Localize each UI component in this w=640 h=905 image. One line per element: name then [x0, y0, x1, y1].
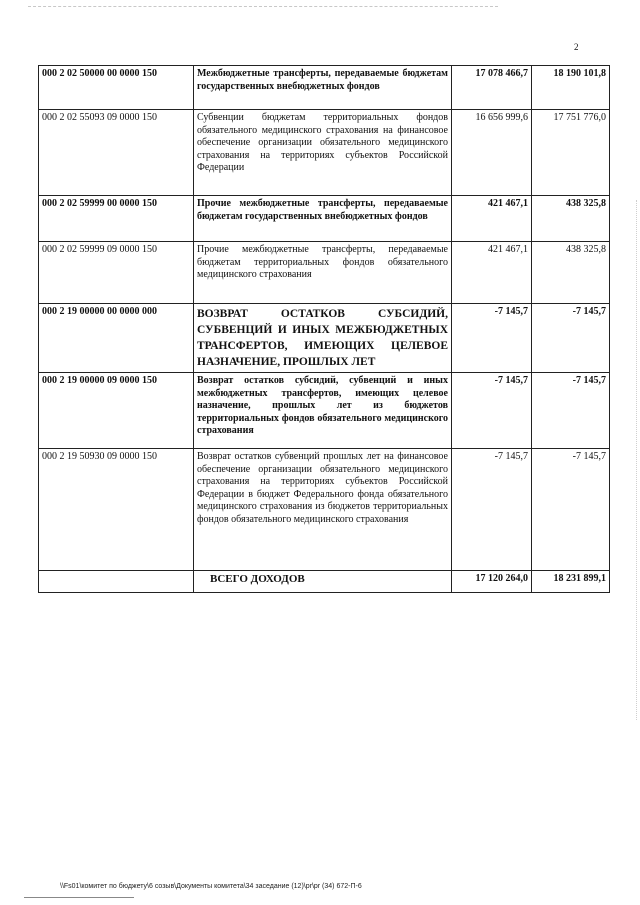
page-number: 2 — [574, 42, 579, 52]
item-name-cell: Прочие межбюджетные трансферты, передаваемые бюджетам территориальных фондов обязательного медицинского страхования — [194, 242, 452, 304]
budget-code-cell: 000 2 19 50930 09 0000 150 — [39, 449, 194, 571]
footer-file-path: \\Fs01\комитет по бюджету\6 созыв\Документы комитета\34 заседание (12)\pr\pr (34) 672-П-6 — [60, 883, 362, 890]
value-year2-cell: 18 231 899,1 — [532, 571, 610, 593]
budget-code-cell: 000 2 02 55093 09 0000 150 — [39, 110, 194, 196]
value-year1-cell: -7 145,7 — [452, 304, 532, 373]
value-year2-cell: 18 190 101,8 — [532, 66, 610, 110]
table-row — [39, 304, 610, 373]
revenue-table — [38, 65, 610, 593]
value-year2-cell: 17 751 776,0 — [532, 110, 610, 196]
budget-code-cell: 000 2 19 00000 09 0000 150 — [39, 373, 194, 449]
item-name-cell: ВОЗВРАТ ОСТАТКОВ СУБСИДИЙ, СУБВЕНЦИЙ И ИНЫХ МЕЖБЮДЖЕТНЫХ ТРАНСФЕРТОВ, ИМЕЮЩИХ ЦЕЛЕВОЕ НАЗНАЧЕНИЕ, ПРОШЛЫХ ЛЕТ — [194, 304, 452, 373]
table-row — [39, 66, 610, 110]
value-year1-cell: -7 145,7 — [452, 373, 532, 449]
item-name-cell: Возврат остатков субсидий, субвенций и иных межбюджетных трансфертов, имеющих целевое назначение, прошлых лет из бюджетов территориальных фондов обязательного медицинского страхования — [194, 373, 452, 449]
table-row — [39, 571, 610, 593]
budget-code-cell — [39, 571, 194, 593]
table-row — [39, 449, 610, 571]
value-year1-cell: 421 467,1 — [452, 196, 532, 242]
value-year2-cell: -7 145,7 — [532, 373, 610, 449]
item-name-cell: Возврат остатков субвенций прошлых лет на финансовое обеспечение организации обязательного медицинского страхования на территориях субъектов Российской Федерации в бюджет Федерального фонда обязательного медицинского страхования из бюджетов территориальных фондов обязательного медицинского страхования — [194, 449, 452, 571]
item-name-cell: Субвенции бюджетам территориальных фондов обязательного медицинского страхования на финансовое обеспечение организации обязательного медицинского страхования на территориях субъектов Российской Федерации — [194, 110, 452, 196]
scan-artifact-right — [636, 200, 638, 720]
item-name-cell: ВСЕГО ДОХОДОВ — [194, 571, 452, 593]
value-year2-cell: -7 145,7 — [532, 304, 610, 373]
value-year1-cell: 16 656 999,6 — [452, 110, 532, 196]
table-row — [39, 373, 610, 449]
budget-code-cell: 000 2 19 00000 00 0000 000 — [39, 304, 194, 373]
item-name-cell: Межбюджетные трансферты, передаваемые бюджетам государственных внебюджетных фондов — [194, 66, 452, 110]
value-year1-cell: 17 120 264,0 — [452, 571, 532, 593]
table-row — [39, 110, 610, 196]
budget-code-cell: 000 2 02 50000 00 0000 150 — [39, 66, 194, 110]
item-name-cell: Прочие межбюджетные трансферты, передаваемые бюджетам государственных внебюджетных фондов — [194, 196, 452, 242]
table-row — [39, 196, 610, 242]
value-year1-cell: 17 078 466,7 — [452, 66, 532, 110]
table-row — [39, 242, 610, 304]
value-year1-cell: -7 145,7 — [452, 449, 532, 571]
value-year2-cell: 438 325,8 — [532, 196, 610, 242]
budget-code-cell: 000 2 02 59999 00 0000 150 — [39, 196, 194, 242]
scan-artifact-top — [28, 6, 498, 8]
value-year1-cell: 421 467,1 — [452, 242, 532, 304]
value-year2-cell: 438 325,8 — [532, 242, 610, 304]
value-year2-cell: -7 145,7 — [532, 449, 610, 571]
budget-code-cell: 000 2 02 59999 09 0000 150 — [39, 242, 194, 304]
footer-rule — [24, 897, 134, 899]
